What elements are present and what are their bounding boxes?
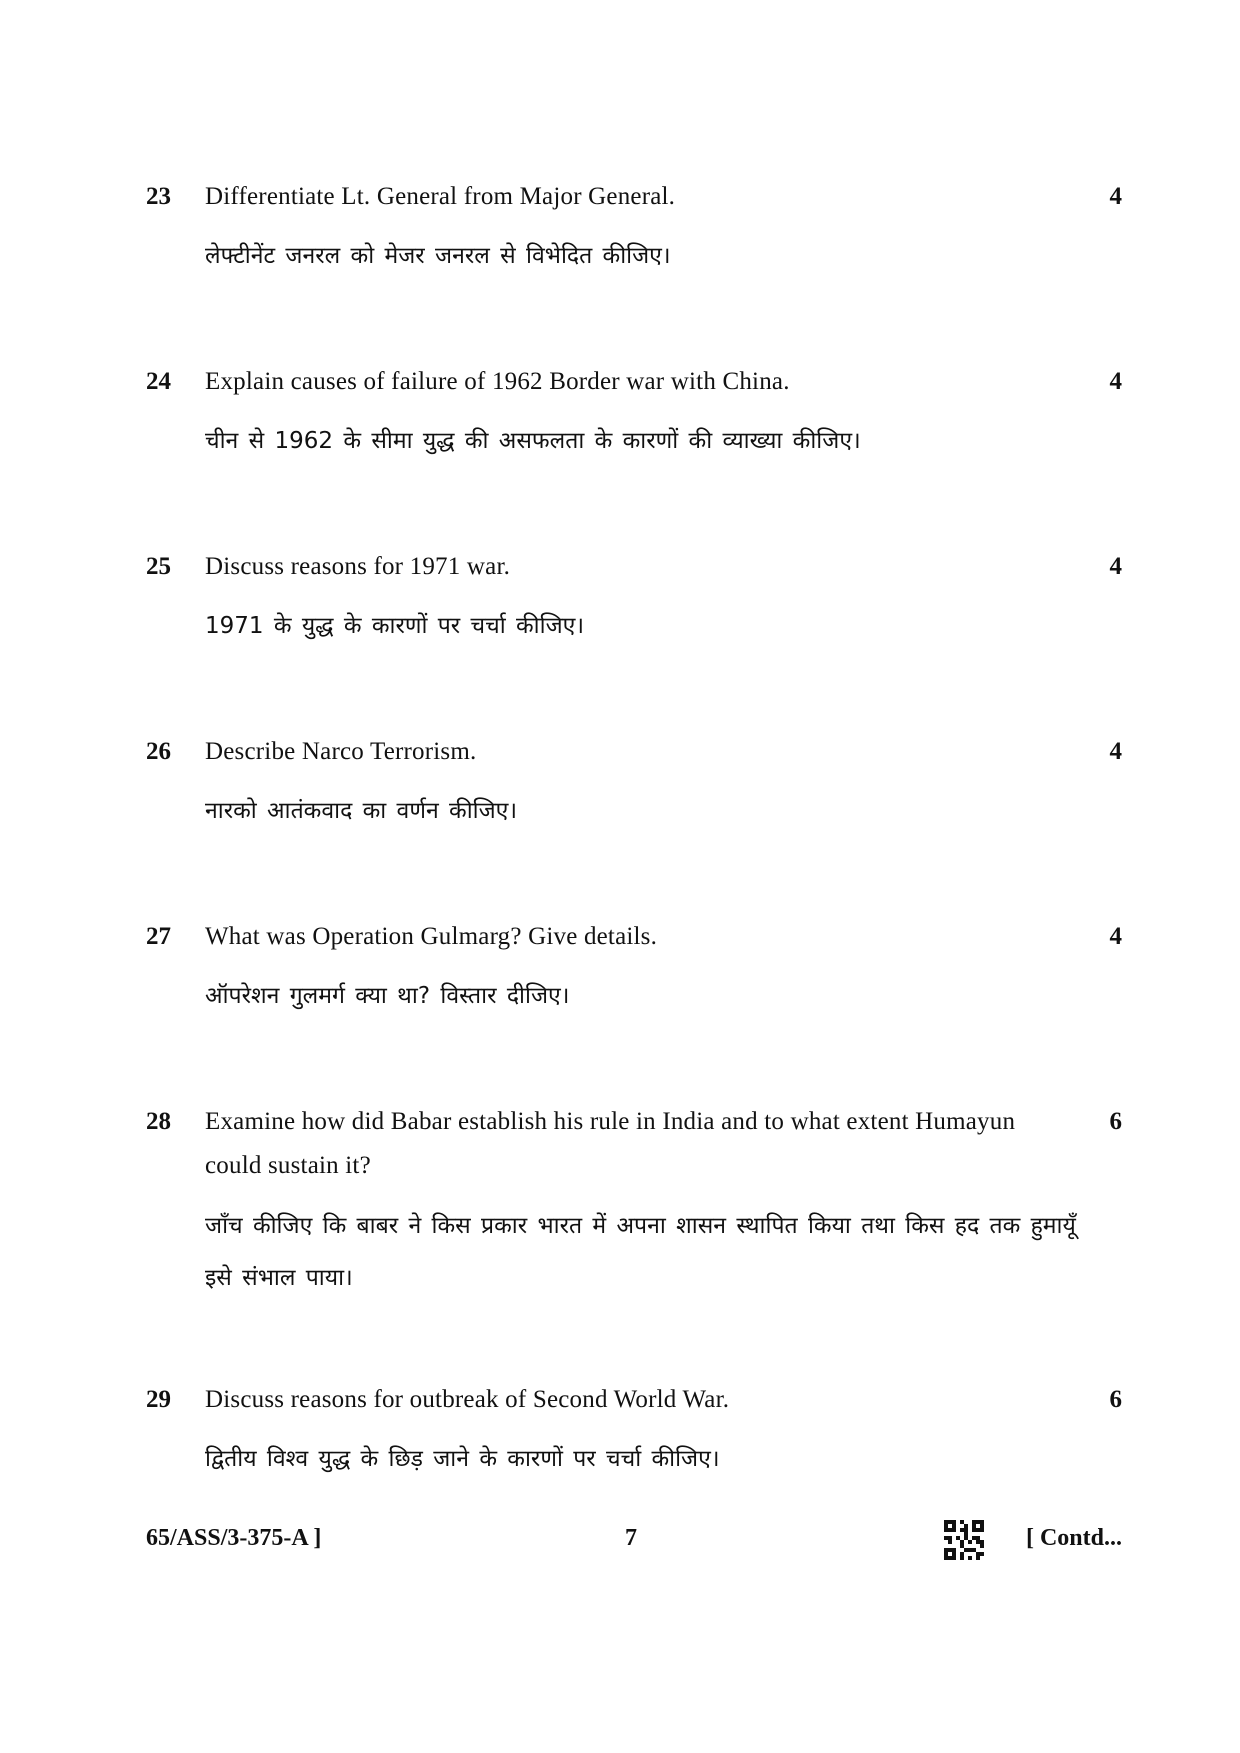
question-text-english: Describe Narco Terrorism.	[205, 738, 477, 765]
question-marks: 4	[1109, 923, 1122, 950]
question-marks: 6	[1109, 1386, 1122, 1413]
question-text-hindi: ऑपरेशन गुलमर्ग क्या था? विस्तार दीजिए।	[205, 983, 570, 1009]
question-number: 27	[146, 923, 171, 950]
paper-code: 65/ASS/3-375-A ]	[146, 1525, 322, 1551]
page-number: 7	[625, 1525, 637, 1551]
question-text-hindi: द्वितीय विश्व युद्ध के छिड़ जाने के कारणों पर चर्चा कीजिए।	[205, 1446, 720, 1472]
question-marks: 6	[1109, 1108, 1122, 1135]
question-marks: 4	[1109, 738, 1122, 765]
question-number: 26	[146, 738, 171, 765]
qr-code-icon	[944, 1520, 984, 1560]
question-marks: 4	[1109, 553, 1122, 580]
question-text-english: Examine how did Babar establish his rule in India and to what extent Humayun could sustain it?	[205, 1108, 1016, 1179]
question-text-english: Differentiate Lt. General from Major General.	[205, 183, 676, 210]
question-number: 29	[146, 1386, 171, 1413]
page-footer	[0, 1518, 1240, 1558]
question-marks: 4	[1109, 183, 1122, 210]
question-text-english: Explain causes of failure of 1962 Border war with China.	[205, 368, 790, 395]
question-number: 28	[146, 1108, 171, 1135]
question-text-hindi: चीन से 1962 के सीमा युद्ध की असफलता के कारणों की व्याख्या कीजिए।	[205, 428, 861, 454]
question-marks: 4	[1109, 368, 1122, 395]
question-text-hindi: लेफ्टीनेंट जनरल को मेजर जनरल से विभेदित कीजिए।	[205, 243, 671, 269]
question-text-english: Discuss reasons for 1971 war.	[205, 553, 511, 580]
question-number: 24	[146, 368, 171, 395]
question-text-hindi: नारको आतंकवाद का वर्णन कीजिए।	[205, 798, 518, 824]
question-number: 25	[146, 553, 171, 580]
continued-label: [ Contd...	[1025, 1525, 1122, 1551]
question-text-english: What was Operation Gulmarg? Give details.	[205, 923, 658, 950]
question-number: 23	[146, 183, 171, 210]
question-text-english: Discuss reasons for outbreak of Second World War.	[205, 1386, 730, 1413]
question-text-hindi: 1971 के युद्ध के कारणों पर चर्चा कीजिए।	[205, 613, 585, 639]
question-text-hindi: जाँच कीजिए कि बाबर ने किस प्रकार भारत में अपना शासन स्थापित किया तथा किस हद तक हुमायूँ इसे संभाल पाया।	[205, 1213, 1076, 1291]
